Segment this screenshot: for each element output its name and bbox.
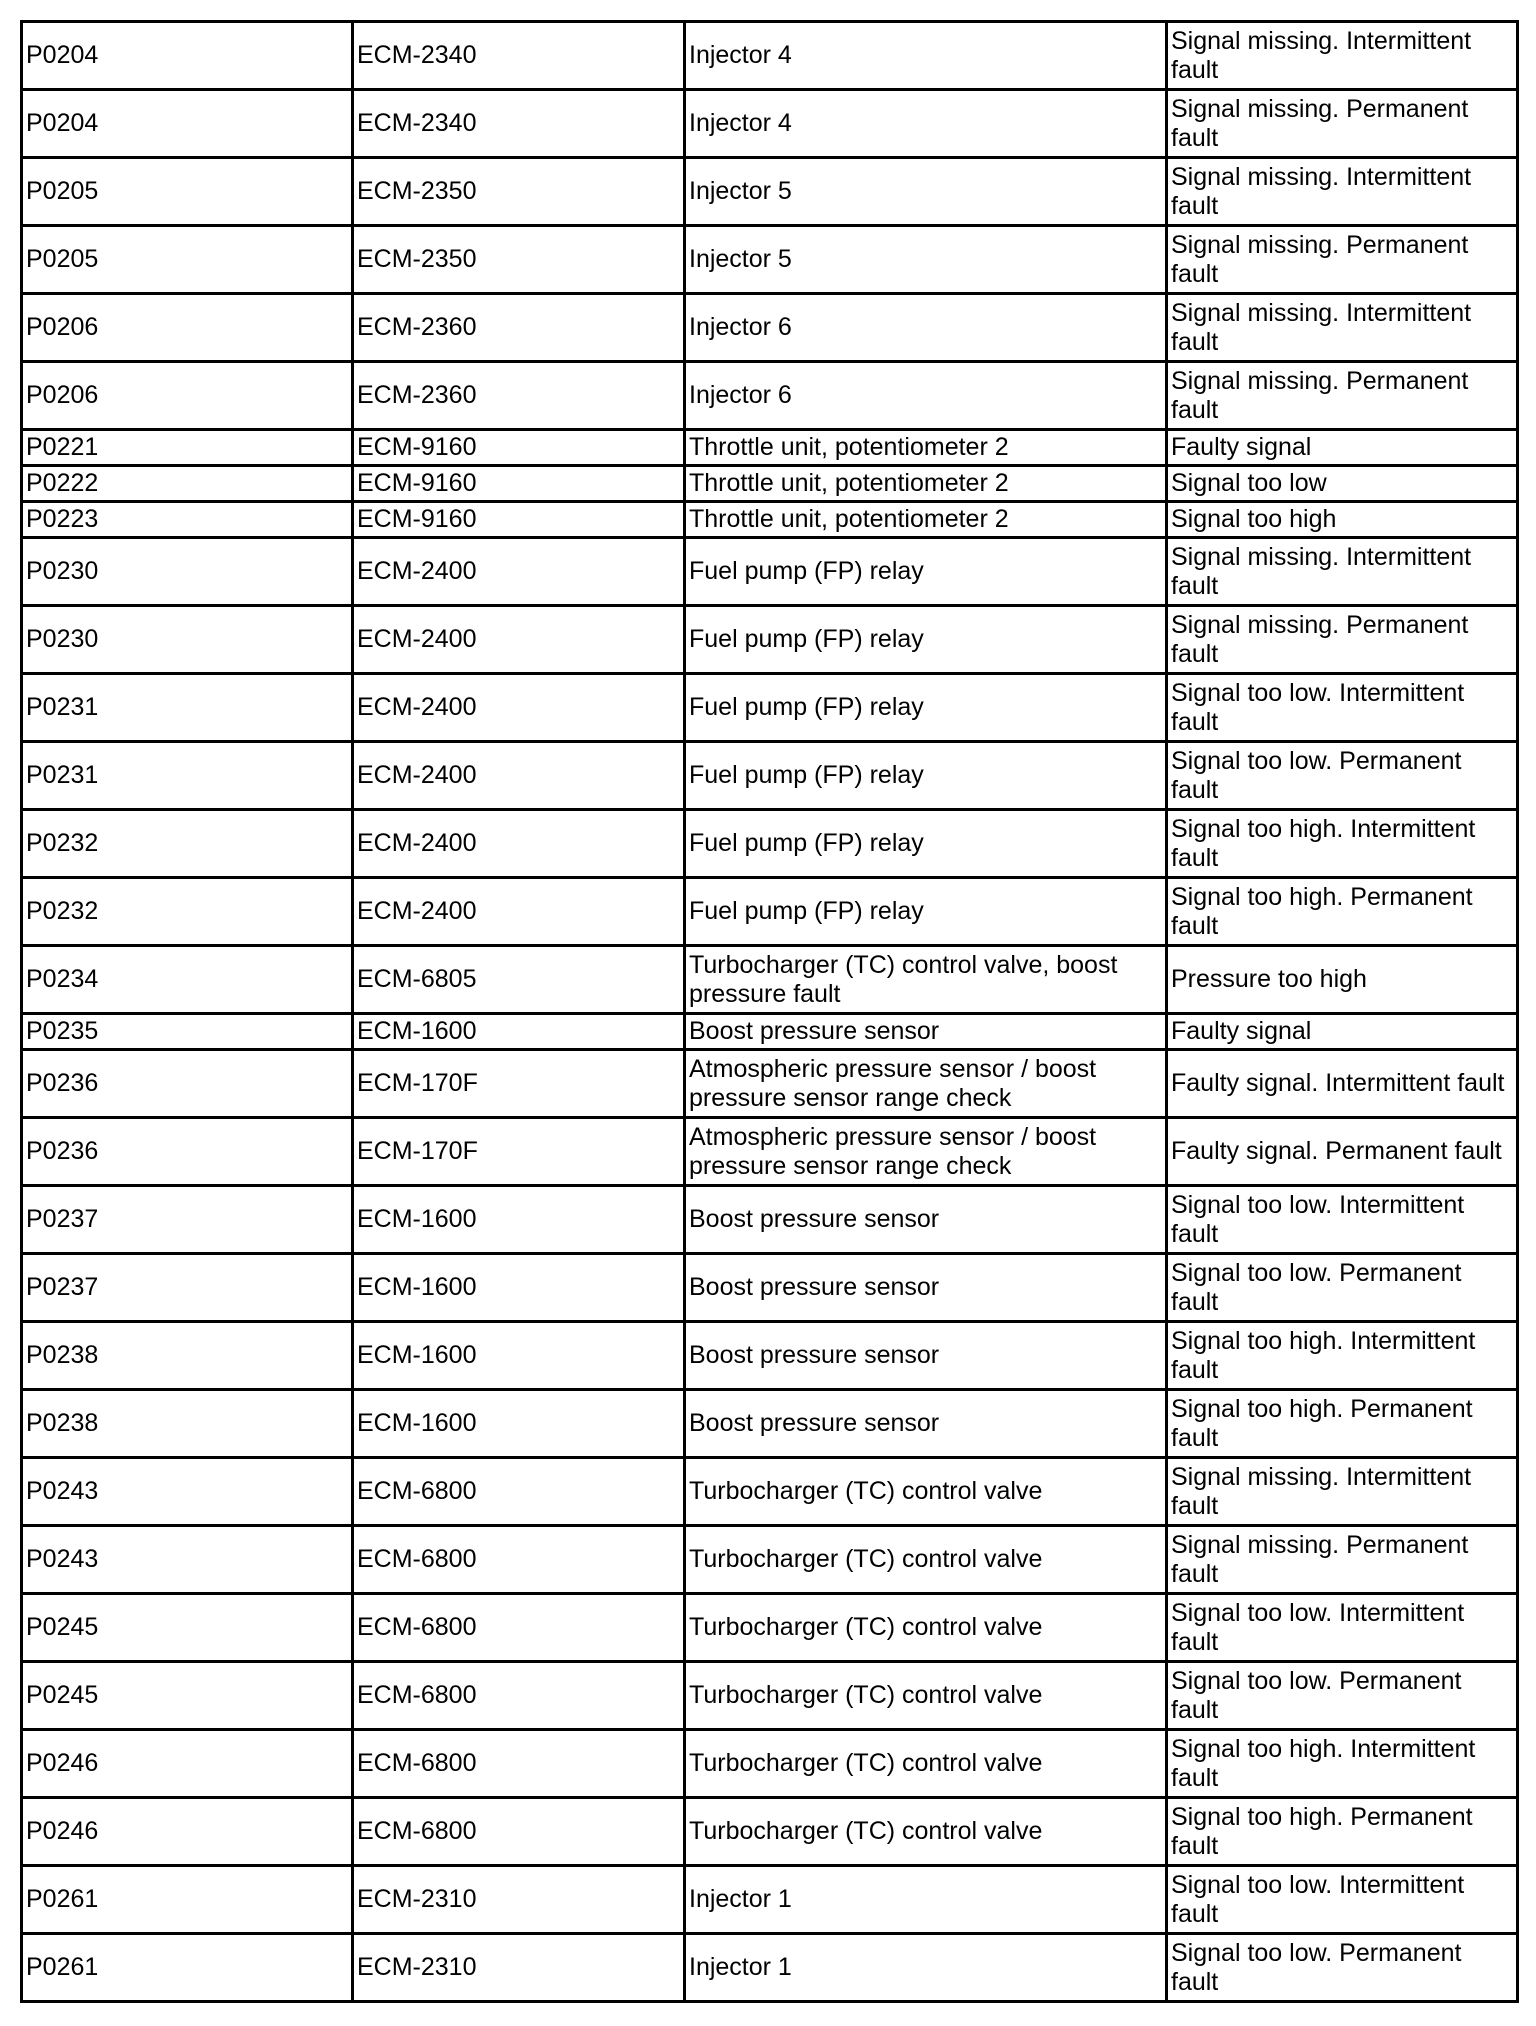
table-row: [22, 1934, 1518, 2002]
table-row: [22, 294, 1518, 362]
ecm-code-cell: ECM-9160: [353, 430, 685, 466]
fault-code-cell: P0245: [22, 1594, 353, 1662]
component-cell: Throttle unit, potentiometer 2: [685, 502, 1167, 538]
fault-description-cell: Signal missing. Permanent fault: [1167, 1526, 1518, 1594]
fault-description-cell: Signal too low. Permanent fault: [1167, 1254, 1518, 1322]
table-row: [22, 878, 1518, 946]
ecm-code-cell: ECM-170F: [353, 1050, 685, 1118]
fault-code-cell: P0234: [22, 946, 353, 1014]
component-cell: Atmospheric pressure sensor / boost pressure sensor range check: [685, 1118, 1167, 1186]
fault-code-cell: P0261: [22, 1934, 353, 2002]
component-cell: Fuel pump (FP) relay: [685, 674, 1167, 742]
fault-description-cell: Faulty signal. Permanent fault: [1167, 1118, 1518, 1186]
component-cell: Turbocharger (TC) control valve: [685, 1798, 1167, 1866]
ecm-code-cell: ECM-2400: [353, 606, 685, 674]
table-row: [22, 1798, 1518, 1866]
ecm-code-cell: ECM-6805: [353, 946, 685, 1014]
fault-code-cell: P0246: [22, 1730, 353, 1798]
ecm-code-cell: ECM-2360: [353, 362, 685, 430]
fault-code-cell: P0205: [22, 226, 353, 294]
ecm-code-cell: ECM-1600: [353, 1254, 685, 1322]
component-cell: Injector 6: [685, 294, 1167, 362]
table-row: [22, 362, 1518, 430]
fault-description-cell: Faulty signal: [1167, 1014, 1518, 1050]
fault-description-cell: Signal too high. Permanent fault: [1167, 878, 1518, 946]
fault-description-cell: Signal too high. Intermittent fault: [1167, 1730, 1518, 1798]
fault-description-cell: Signal missing. Intermittent fault: [1167, 294, 1518, 362]
table-row: [22, 1730, 1518, 1798]
component-cell: Injector 1: [685, 1934, 1167, 2002]
ecm-code-cell: ECM-170F: [353, 1118, 685, 1186]
table-row: [22, 674, 1518, 742]
fault-description-cell: Signal missing. Intermittent fault: [1167, 538, 1518, 606]
fault-code-cell: P0204: [22, 22, 353, 90]
ecm-code-cell: ECM-2310: [353, 1934, 685, 2002]
fault-code-cell: P0230: [22, 538, 353, 606]
ecm-code-cell: ECM-1600: [353, 1186, 685, 1254]
table-row: [22, 466, 1518, 502]
component-cell: Turbocharger (TC) control valve: [685, 1458, 1167, 1526]
table-row: [22, 90, 1518, 158]
component-cell: Injector 5: [685, 158, 1167, 226]
fault-description-cell: Signal too low. Permanent fault: [1167, 742, 1518, 810]
component-cell: Fuel pump (FP) relay: [685, 878, 1167, 946]
component-cell: Boost pressure sensor: [685, 1186, 1167, 1254]
fault-code-cell: P0246: [22, 1798, 353, 1866]
component-cell: Fuel pump (FP) relay: [685, 606, 1167, 674]
component-cell: Boost pressure sensor: [685, 1322, 1167, 1390]
component-cell: Injector 4: [685, 90, 1167, 158]
table-row: [22, 1322, 1518, 1390]
component-cell: Boost pressure sensor: [685, 1390, 1167, 1458]
table-row: [22, 1050, 1518, 1118]
ecm-code-cell: ECM-6800: [353, 1798, 685, 1866]
fault-description-cell: Signal too low. Intermittent fault: [1167, 1866, 1518, 1934]
fault-code-cell: P0232: [22, 810, 353, 878]
component-cell: Fuel pump (FP) relay: [685, 810, 1167, 878]
ecm-code-cell: ECM-9160: [353, 502, 685, 538]
fault-description-cell: Signal too high. Permanent fault: [1167, 1798, 1518, 1866]
fault-code-table: [20, 20, 1519, 2003]
fault-description-cell: Signal missing. Intermittent fault: [1167, 22, 1518, 90]
fault-code-table-body: [22, 22, 1518, 2002]
component-cell: Throttle unit, potentiometer 2: [685, 430, 1167, 466]
component-cell: Atmospheric pressure sensor / boost pressure sensor range check: [685, 1050, 1167, 1118]
fault-code-cell: P0222: [22, 466, 353, 502]
fault-description-cell: Signal too low: [1167, 466, 1518, 502]
ecm-code-cell: ECM-2350: [353, 158, 685, 226]
fault-description-cell: Signal too low. Permanent fault: [1167, 1662, 1518, 1730]
ecm-code-cell: ECM-2400: [353, 538, 685, 606]
ecm-code-cell: ECM-6800: [353, 1526, 685, 1594]
fault-code-cell: P0237: [22, 1254, 353, 1322]
fault-description-cell: Faulty signal: [1167, 430, 1518, 466]
ecm-code-cell: ECM-2340: [353, 90, 685, 158]
component-cell: Injector 5: [685, 226, 1167, 294]
table-row: [22, 1458, 1518, 1526]
table-row: [22, 1014, 1518, 1050]
component-cell: Injector 6: [685, 362, 1167, 430]
table-row: [22, 1390, 1518, 1458]
component-cell: Injector 1: [685, 1866, 1167, 1934]
fault-description-cell: Signal too low. Intermittent fault: [1167, 1594, 1518, 1662]
fault-code-cell: P0238: [22, 1322, 353, 1390]
ecm-code-cell: ECM-2360: [353, 294, 685, 362]
table-row: [22, 1662, 1518, 1730]
ecm-code-cell: ECM-2310: [353, 1866, 685, 1934]
fault-code-cell: P0232: [22, 878, 353, 946]
component-cell: Boost pressure sensor: [685, 1254, 1167, 1322]
table-row: [22, 1118, 1518, 1186]
fault-code-cell: P0237: [22, 1186, 353, 1254]
fault-description-cell: Signal too low. Intermittent fault: [1167, 674, 1518, 742]
fault-code-cell: P0261: [22, 1866, 353, 1934]
ecm-code-cell: ECM-1600: [353, 1322, 685, 1390]
fault-code-cell: P0206: [22, 362, 353, 430]
component-cell: Fuel pump (FP) relay: [685, 742, 1167, 810]
table-row: [22, 1254, 1518, 1322]
fault-description-cell: Pressure too high: [1167, 946, 1518, 1014]
component-cell: Turbocharger (TC) control valve: [685, 1730, 1167, 1798]
fault-description-cell: Signal too low. Intermittent fault: [1167, 1186, 1518, 1254]
fault-code-cell: P0230: [22, 606, 353, 674]
fault-description-cell: Signal too high. Intermittent fault: [1167, 810, 1518, 878]
ecm-code-cell: ECM-2400: [353, 878, 685, 946]
fault-description-cell: Signal missing. Intermittent fault: [1167, 158, 1518, 226]
fault-code-cell: P0204: [22, 90, 353, 158]
table-row: [22, 158, 1518, 226]
table-row: [22, 946, 1518, 1014]
ecm-code-cell: ECM-9160: [353, 466, 685, 502]
fault-description-cell: Signal too low. Permanent fault: [1167, 1934, 1518, 2002]
ecm-code-cell: ECM-2400: [353, 674, 685, 742]
table-row: [22, 1866, 1518, 1934]
table-row: [22, 226, 1518, 294]
ecm-code-cell: ECM-6800: [353, 1458, 685, 1526]
fault-code-cell: P0245: [22, 1662, 353, 1730]
table-row: [22, 1594, 1518, 1662]
ecm-code-cell: ECM-2340: [353, 22, 685, 90]
ecm-code-cell: ECM-1600: [353, 1390, 685, 1458]
fault-code-cell: P0236: [22, 1050, 353, 1118]
table-row: [22, 606, 1518, 674]
component-cell: Boost pressure sensor: [685, 1014, 1167, 1050]
table-row: [22, 22, 1518, 90]
fault-code-cell: P0243: [22, 1458, 353, 1526]
table-row: [22, 502, 1518, 538]
table-row: [22, 810, 1518, 878]
component-cell: Turbocharger (TC) control valve: [685, 1526, 1167, 1594]
fault-code-cell: P0243: [22, 1526, 353, 1594]
ecm-code-cell: ECM-1600: [353, 1014, 685, 1050]
ecm-code-cell: ECM-2350: [353, 226, 685, 294]
table-row: [22, 1526, 1518, 1594]
fault-code-cell: P0235: [22, 1014, 353, 1050]
ecm-code-cell: ECM-6800: [353, 1662, 685, 1730]
fault-code-cell: P0205: [22, 158, 353, 226]
fault-code-cell: P0231: [22, 674, 353, 742]
table-row: [22, 742, 1518, 810]
component-cell: Turbocharger (TC) control valve: [685, 1594, 1167, 1662]
fault-description-cell: Signal too high: [1167, 502, 1518, 538]
fault-code-cell: P0231: [22, 742, 353, 810]
fault-description-cell: Signal missing. Permanent fault: [1167, 90, 1518, 158]
component-cell: Turbocharger (TC) control valve: [685, 1662, 1167, 1730]
fault-code-cell: P0238: [22, 1390, 353, 1458]
fault-description-cell: Signal missing. Permanent fault: [1167, 362, 1518, 430]
component-cell: Injector 4: [685, 22, 1167, 90]
table-row: [22, 430, 1518, 466]
fault-code-cell: P0206: [22, 294, 353, 362]
table-row: [22, 1186, 1518, 1254]
component-cell: Fuel pump (FP) relay: [685, 538, 1167, 606]
ecm-code-cell: ECM-6800: [353, 1730, 685, 1798]
fault-description-cell: Signal missing. Permanent fault: [1167, 606, 1518, 674]
table-row: [22, 538, 1518, 606]
fault-code-cell: P0236: [22, 1118, 353, 1186]
ecm-code-cell: ECM-6800: [353, 1594, 685, 1662]
fault-description-cell: Signal missing. Permanent fault: [1167, 226, 1518, 294]
component-cell: Turbocharger (TC) control valve, boost pressure fault: [685, 946, 1167, 1014]
ecm-code-cell: ECM-2400: [353, 742, 685, 810]
fault-description-cell: Signal too high. Permanent fault: [1167, 1390, 1518, 1458]
fault-description-cell: Signal missing. Intermittent fault: [1167, 1458, 1518, 1526]
component-cell: Throttle unit, potentiometer 2: [685, 466, 1167, 502]
fault-description-cell: Signal too high. Intermittent fault: [1167, 1322, 1518, 1390]
fault-code-cell: P0223: [22, 502, 353, 538]
fault-code-cell: P0221: [22, 430, 353, 466]
ecm-code-cell: ECM-2400: [353, 810, 685, 878]
fault-description-cell: Faulty signal. Intermittent fault: [1167, 1050, 1518, 1118]
